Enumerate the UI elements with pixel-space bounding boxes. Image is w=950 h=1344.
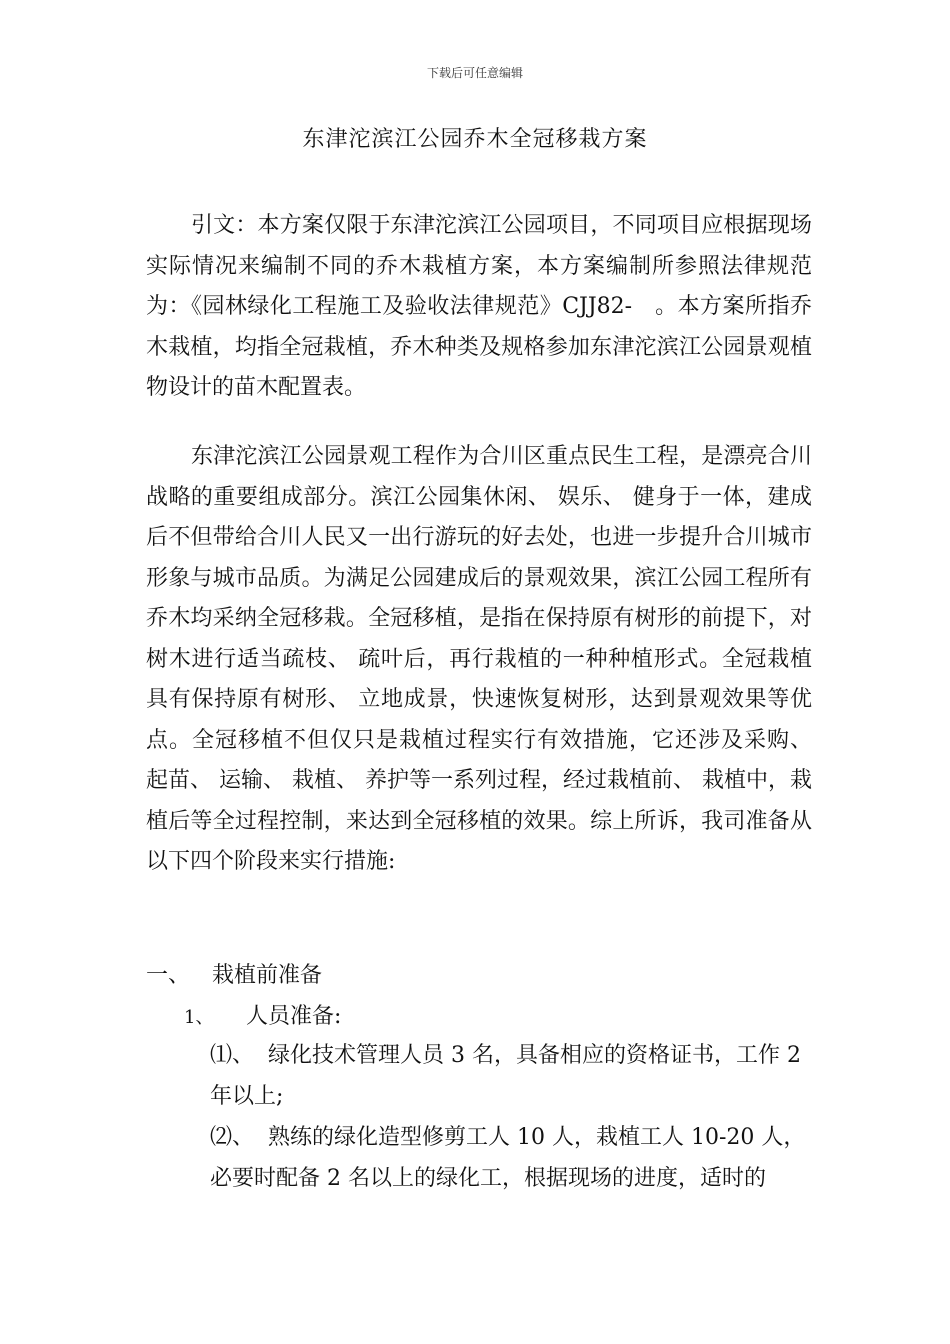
document-title: 东津沱滨江公园乔木全冠移栽方案 [302, 127, 648, 152]
list-item [210, 1035, 814, 1117]
subsection-title: 人员准备: [246, 1004, 342, 1029]
list-item-number: ⑴、 [210, 1043, 255, 1068]
section-heading [146, 958, 322, 994]
list-item [210, 1117, 814, 1199]
subsection-heading [184, 999, 341, 1036]
list-item-number: ⑵、 [210, 1125, 255, 1150]
subsection-number: 1、 [184, 1007, 214, 1028]
list-item-text: 熟练的绿化造型修剪工人 10 人，栽植工人 10-20 人，必要时配备 2 名以上的绿化工，根据现场的进度，适时的 [210, 1125, 806, 1191]
body-paragraph: 东津沱滨江公园景观工程作为合川区重点民生工程，是漂亮合川战略的重要组成部分。滨江公园集休闲、 娱乐、 健身于一体，建成后不但带给合川人民又一出行游玩的好去处，也进一步提升合川城市形象与城市品质。为满足公园建成后的景观效果，滨江公园工程所有乔木均采纳全冠移栽。全冠移植，是指在保持原有树形的前提下，对树木进行适当疏枝、 疏叶后，再行栽植的一种种植形式。全冠栽植具有保持原有树形、 立地成景，快速恢复树形，达到景观效果等优点。全冠移植不但仅只是栽植过程实行有效措施，它还涉及采购、 起苗、 运输、 栽植、 养护等一系列过程，经过栽植前、 栽植中，栽植后等全过程控制，来达到全冠移植的效果。综上所诉，我司准备从以下四个阶段来实行措施: [146, 444, 812, 874]
section-number: 一、 [146, 963, 191, 988]
page-header-note: 下载后可任意编辑 [426, 66, 523, 80]
list-item-text: 绿化技术管理人员 3 名，具备相应的资格证书，工作 2 年以上; [210, 1043, 801, 1109]
section-title: 栽植前准备 [212, 963, 323, 988]
intro-paragraph: 引文：本方案仅限于东津沱滨江公园项目，不同项目应根据现场实际情况来编制不同的乔木栽植方案，本方案编制所参照法律规范为：《园林绿化工程施工及验收法律规范》CJJ82- 。本方案所指乔木栽植，均指全冠栽植，乔木种类及规格参加东津沱滨江公园景观植物设计的苗木配置表。 [146, 213, 812, 400]
